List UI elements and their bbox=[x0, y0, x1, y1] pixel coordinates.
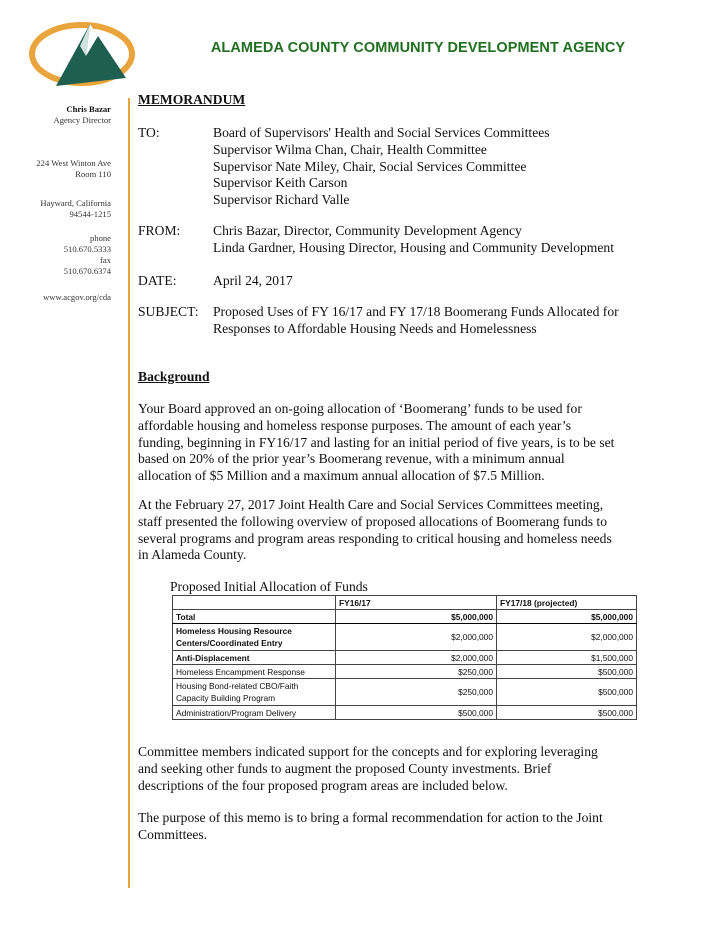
subject-line: Proposed Uses of FY 16/17 and FY 17/18 Boomerang Funds Allocated for bbox=[213, 304, 619, 319]
fy1617-value: $5,000,000 bbox=[336, 610, 497, 624]
paragraph-3 bbox=[138, 744, 638, 794]
table-caption: Proposed Initial Allocation of Funds bbox=[170, 579, 368, 594]
fy1617-value: $2,000,000 bbox=[336, 651, 497, 665]
sidebar-address-line2: Room 110 bbox=[75, 169, 111, 179]
table-row bbox=[173, 665, 637, 679]
text-line: and seeking other funds to augment the proposed County investments. Brief bbox=[138, 760, 552, 776]
fy1617-value: $500,000 bbox=[336, 706, 497, 720]
text-line: The purpose of this memo is to bring a formal recommendation for action to the Joint bbox=[138, 810, 603, 825]
row-label: Housing Bond-related CBO/Faith Capacity Building Program bbox=[173, 679, 336, 706]
table-row bbox=[173, 610, 637, 624]
from-senders bbox=[213, 223, 614, 257]
paragraph-2 bbox=[138, 497, 638, 564]
table-header-cell bbox=[173, 596, 336, 610]
row-label: Homeless Housing Resource Centers/Coordinated Entry bbox=[173, 624, 336, 651]
text-line: At the February 27, 2017 Joint Health Care and Social Services Committees meeting, bbox=[138, 497, 604, 512]
sidebar-phone: 510.670.5333 bbox=[63, 244, 111, 254]
table-row bbox=[173, 651, 637, 665]
table-header-row bbox=[173, 596, 637, 610]
text-line: allocation of $5 Million and a maximum annual allocation of $7.5 Million. bbox=[138, 468, 545, 484]
sidebar-name: Chris Bazar bbox=[66, 104, 111, 114]
fy1718-value: $500,000 bbox=[497, 665, 637, 679]
paragraph-4 bbox=[138, 810, 638, 844]
text-line: based on 20% of the prior year’s Boomerang revenue, with a minimum annual bbox=[138, 451, 565, 467]
to-recipients bbox=[213, 125, 550, 209]
allocation-table bbox=[172, 595, 637, 720]
text-line: several programs and program areas responding to critical housing and homeless needs bbox=[138, 530, 612, 546]
agency-name: ALAMEDA COUNTY COMMUNITY DEVELOPMENT AGENCY bbox=[210, 40, 626, 56]
sidebar-city: Hayward, California bbox=[40, 198, 111, 208]
text-line: affordable housing and homeless response purposes. The amount of each year’s bbox=[138, 417, 571, 433]
from-label: FROM: bbox=[138, 223, 181, 238]
subject-value bbox=[213, 304, 619, 338]
mountain-logo-icon bbox=[28, 16, 136, 88]
table-row bbox=[173, 679, 637, 706]
date-label: DATE: bbox=[138, 273, 177, 288]
text-line: Committee members indicated support for the concepts and for exploring leveraging bbox=[138, 744, 598, 759]
text-line: Your Board approved an on-going allocation of ‘Boomerang’ funds to be used for bbox=[138, 401, 582, 416]
table-row bbox=[173, 706, 637, 720]
sidebar-fax-label: fax bbox=[100, 255, 111, 265]
row-label: Anti-Displacement bbox=[173, 651, 336, 665]
text-line: descriptions of the four proposed program areas are included below. bbox=[138, 777, 508, 793]
to-line: Supervisor Keith Carson bbox=[213, 175, 348, 191]
paragraph-1 bbox=[138, 401, 638, 485]
sidebar-website[interactable]: www.acgov.org/cda bbox=[43, 292, 111, 302]
row-label: Total bbox=[173, 610, 336, 624]
text-line: Committees. bbox=[138, 826, 208, 842]
date-value: April 24, 2017 bbox=[213, 273, 293, 288]
row-label: Administration/Program Delivery bbox=[173, 706, 336, 720]
table-row bbox=[173, 624, 637, 651]
fy1718-value: $1,500,000 bbox=[497, 651, 637, 665]
row-label: Homeless Encampment Response bbox=[173, 665, 336, 679]
background-heading: Background bbox=[138, 369, 210, 384]
from-line: Linda Gardner, Housing Director, Housing and Community Development bbox=[213, 239, 614, 255]
sidebar-title: Agency Director bbox=[53, 115, 111, 125]
text-line: funding, beginning in FY16/17 and lasting for an initial period of five years, is to be set bbox=[138, 434, 615, 450]
table-header-cell: FY16/17 bbox=[336, 596, 497, 610]
sidebar-phone-label: phone bbox=[89, 233, 111, 243]
subject-line: Responses to Affordable Housing Needs and Homelessness bbox=[213, 320, 537, 336]
to-label: TO: bbox=[138, 125, 160, 140]
sidebar-fax: 510.670.6374 bbox=[63, 266, 111, 276]
from-line: Chris Bazar, Director, Community Development Agency bbox=[213, 223, 522, 238]
fy1617-value: $2,000,000 bbox=[336, 624, 497, 651]
to-line: Supervisor Wilma Chan, Chair, Health Committee bbox=[213, 141, 487, 157]
fy1718-value: $5,000,000 bbox=[497, 610, 637, 624]
sidebar-zip: 94544-1215 bbox=[69, 209, 111, 219]
table-header-cell: FY17/18 (projected) bbox=[497, 596, 637, 610]
to-line: Supervisor Nate Miley, Chair, Social Services Committee bbox=[213, 158, 527, 174]
to-line: Board of Supervisors' Health and Social Services Committees bbox=[213, 125, 550, 140]
sidebar-divider bbox=[128, 98, 130, 888]
fy1718-value: $500,000 bbox=[497, 679, 637, 706]
fy1718-value: $500,000 bbox=[497, 706, 637, 720]
subject-label: SUBJECT: bbox=[138, 304, 199, 319]
to-line: Supervisor Richard Valle bbox=[213, 192, 350, 208]
text-line: staff presented the following overview of proposed allocations of Boomerang funds to bbox=[138, 513, 607, 529]
memo-heading: MEMORANDUM bbox=[138, 92, 246, 107]
fy1617-value: $250,000 bbox=[336, 679, 497, 706]
sidebar-address-line1: 224 West Winton Ave bbox=[36, 158, 111, 168]
fy1617-value: $250,000 bbox=[336, 665, 497, 679]
text-line: in Alameda County. bbox=[138, 547, 247, 563]
fy1718-value: $2,000,000 bbox=[497, 624, 637, 651]
